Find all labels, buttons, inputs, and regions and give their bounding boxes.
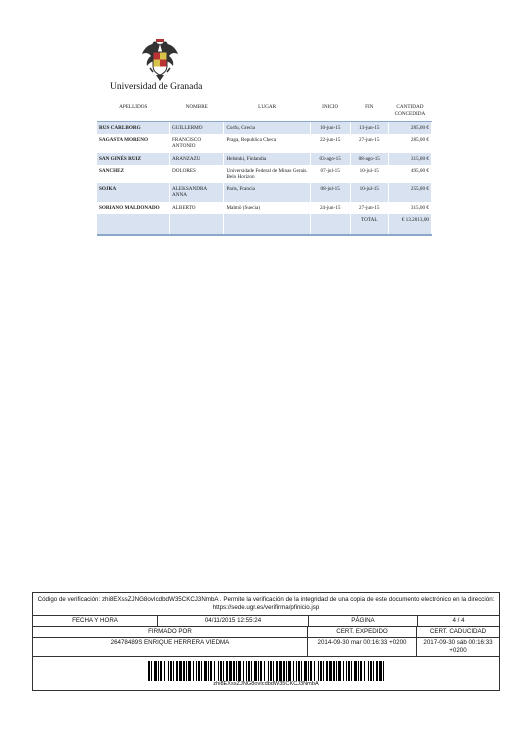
signer-name: 26478489S ENRIQUE HERRERA VIEDMA bbox=[33, 638, 308, 656]
verification-footer bbox=[32, 592, 500, 691]
cell-nombre: GUILLERMO bbox=[170, 122, 224, 135]
barcode-row bbox=[33, 657, 499, 690]
total-row bbox=[97, 214, 432, 235]
table-row bbox=[97, 202, 432, 214]
cell-nombre: ARANZAZU bbox=[170, 153, 224, 165]
barcode-text: zhi8EXssZJNG8ovIcdbdW35CKCJ3NmbA bbox=[213, 681, 319, 687]
cert-issued-label: CERT. EXPEDIDO bbox=[308, 627, 417, 637]
cell-inicio: 10-jun-15 bbox=[310, 122, 350, 135]
cell-nombre: FRANCISCO ANTONIO bbox=[170, 134, 224, 152]
cell-nombre: DOLORES bbox=[170, 165, 224, 183]
total-label: TOTAL bbox=[350, 214, 388, 235]
cell-nombre: ALEKSANDRA ANNA bbox=[170, 183, 224, 201]
cell-fin: 08-ago-15 bbox=[350, 153, 388, 165]
empty-cell bbox=[170, 214, 224, 235]
signature-value-row bbox=[33, 638, 499, 657]
cell-fin: 13-jun-15 bbox=[350, 122, 388, 135]
cell-inicio: 24-jun-15 bbox=[310, 202, 350, 214]
cell-cantidad: 315,00 € bbox=[388, 202, 431, 214]
cell-cantidad: 255,00 € bbox=[388, 183, 431, 201]
table-row bbox=[97, 122, 432, 135]
cell-fin: 27-jun-15 bbox=[350, 134, 388, 152]
cell-apellidos: SAGASTA MORENO bbox=[97, 134, 170, 152]
empty-cell bbox=[224, 214, 310, 235]
cell-inicio: 03-ago-15 bbox=[310, 153, 350, 165]
cell-apellidos: SORIANO MALDONADO bbox=[97, 202, 170, 214]
cell-fin: 10-jul-15 bbox=[350, 165, 388, 183]
page-value: 4 / 4 bbox=[452, 617, 465, 624]
cell-fin: 10-jul-15 bbox=[350, 183, 388, 201]
cell-inicio: 07-jul-15 bbox=[310, 165, 350, 183]
column-header-inicio: INICIO bbox=[310, 102, 350, 122]
cert-expiry-label: CERT. CADUCIDAD bbox=[429, 628, 487, 635]
cell-lugar: Paris, Francia bbox=[224, 183, 310, 201]
cell-cantidad: 495,00 € bbox=[388, 165, 431, 183]
cell-cantidad: 315,00 € bbox=[388, 153, 431, 165]
barcode-block bbox=[33, 657, 499, 690]
column-header-fin: FIN bbox=[350, 102, 388, 122]
date-label: FECHA Y HORA bbox=[33, 616, 158, 626]
cell-lugar: Praga, Republica Checa bbox=[224, 134, 310, 152]
cell-lugar: Universidade Federal de Minas Gerais. Belo Horizon bbox=[224, 165, 310, 183]
column-header-nombre: NOMBRE bbox=[170, 102, 224, 122]
cert-issued-value: 2014-09-30 mar 00:16:33 +0200 bbox=[308, 638, 417, 656]
date-page-row bbox=[33, 616, 499, 627]
empty-cell bbox=[97, 214, 170, 235]
university-name: Universidad de Granada bbox=[110, 82, 203, 92]
signature-header-row bbox=[33, 627, 499, 638]
cell-cantidad: 285,00 € bbox=[388, 122, 431, 135]
date-value: 04/11/2015 12:55:24 bbox=[158, 616, 309, 626]
table-row bbox=[97, 153, 432, 165]
cell-apellidos: RUS CARLBORG bbox=[97, 122, 170, 135]
cell-apellidos: SANCHEZ bbox=[97, 165, 170, 183]
cell-lugar: Helsinki, Finlandia bbox=[224, 153, 310, 165]
table-header-row bbox=[97, 102, 432, 122]
cell-lugar: Malmö (Suecia) bbox=[224, 202, 310, 214]
verification-row bbox=[33, 593, 499, 616]
cell-cantidad: 285,00 € bbox=[388, 134, 431, 152]
empty-cell bbox=[310, 214, 350, 235]
cell-lugar: Corfu, Grecia bbox=[224, 122, 310, 135]
column-header-cantidad: CANTIDAD CONCEDIDA bbox=[388, 102, 431, 122]
table-row bbox=[97, 165, 432, 183]
page-label: PÁGINA bbox=[309, 616, 418, 626]
column-header-apellidos: APELLIDOS bbox=[97, 102, 170, 122]
column-header-lugar: LUGAR bbox=[224, 102, 310, 122]
cell-apellidos: SOJKA bbox=[97, 183, 170, 201]
signed-by-label: FIRMADO POR bbox=[33, 627, 308, 637]
university-crest-icon bbox=[140, 38, 180, 82]
cert-expiry-value: 2017-09-30 sáb 00:16:33 +0200 bbox=[423, 639, 493, 654]
cell-nombre: ALBERTO bbox=[170, 202, 224, 214]
cell-inicio: 22-jun-15 bbox=[310, 134, 350, 152]
total-value: € 13.2013,00 bbox=[388, 214, 431, 235]
cell-fin: 27-jun-15 bbox=[350, 202, 388, 214]
cell-inicio: 08-jul-15 bbox=[310, 183, 350, 201]
cell-apellidos: SAN GINÉS RUIZ bbox=[97, 153, 170, 165]
grants-table bbox=[97, 102, 432, 236]
table-row bbox=[97, 134, 432, 152]
verification-text: Código de verificación: zhi8EXssZJNG8ovIcdbdW35CKCJ3NmbA . Permite la verificación de la integridad de una copia de este documento electrónico en la dirección: https://sede.ugr.es/verifirma/pfinicio.jsp bbox=[37, 596, 495, 611]
table-row bbox=[97, 183, 432, 201]
barcode-icon bbox=[148, 661, 384, 681]
